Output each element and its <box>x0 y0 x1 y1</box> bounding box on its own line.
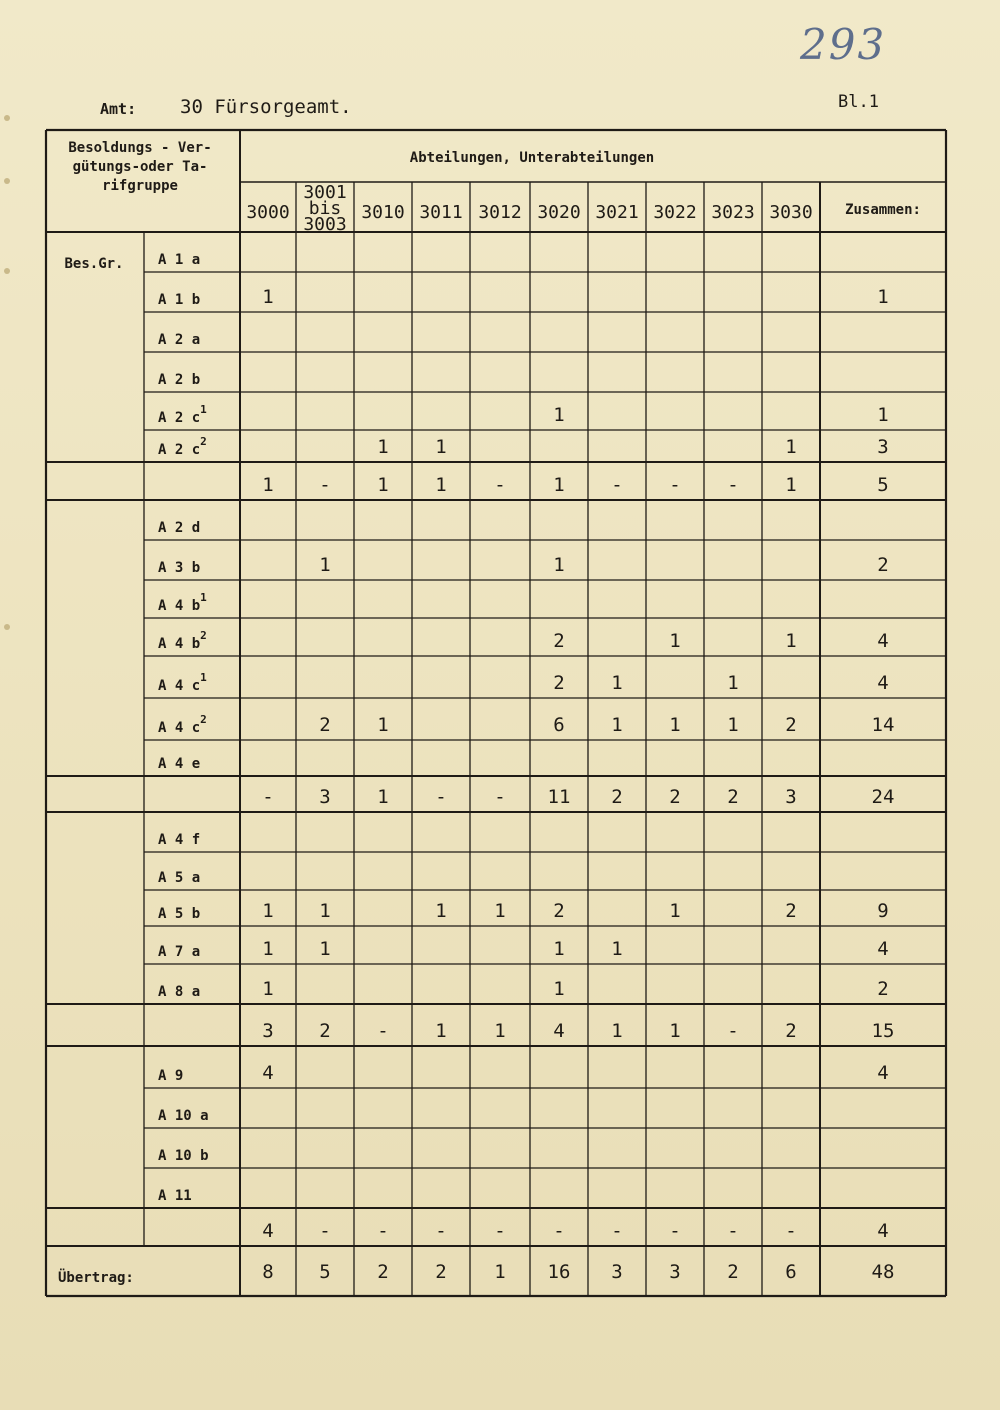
subtotal-cell: 2 <box>785 1020 797 1042</box>
column-header-part: bis <box>308 198 342 219</box>
table-cell: 1 <box>319 554 331 576</box>
table-cell: 1 <box>669 630 681 652</box>
column-header: 3022 <box>653 202 697 223</box>
table-cell: 2 <box>785 714 797 736</box>
table-cell: 14 <box>871 714 895 736</box>
table-cell: 2 <box>877 978 889 1000</box>
table-cell: 3 <box>877 436 889 458</box>
subtotal-cell: - <box>377 1020 389 1042</box>
subtotal-cell: 1 <box>669 1020 681 1042</box>
table-cell: 4 <box>262 1062 274 1084</box>
subtotal-cell: 11 <box>547 786 571 808</box>
subtotal-cell: - <box>553 1220 565 1242</box>
table-cell: 1 <box>262 900 274 922</box>
column-header: 3000 <box>246 202 290 223</box>
subtotal-cell: - <box>727 1220 739 1242</box>
table-cell: 9 <box>877 900 889 922</box>
subtotal-cell: - <box>319 474 331 496</box>
subtotal-cell: - <box>319 1220 331 1242</box>
table-cell: 1 <box>553 404 565 426</box>
table-cell: 4 <box>877 1062 889 1084</box>
table-cell: 1 <box>377 714 389 736</box>
subtotal-cell: 1 <box>262 474 274 496</box>
subtotal-cell: - <box>494 1220 506 1242</box>
table-cell: 1 <box>877 286 889 308</box>
grade-label: A 10 b <box>158 1148 209 1164</box>
grade-label: A 11 <box>158 1188 192 1204</box>
table-cell: 4 <box>877 672 889 694</box>
table-cell: 2 <box>553 630 565 652</box>
table-cell: 1 <box>553 938 565 960</box>
subtotal-cell: 5 <box>877 474 889 496</box>
table-cell: 1 <box>785 436 797 458</box>
subtotal-cell: 1 <box>494 1020 506 1042</box>
subtotal-cell: 4 <box>262 1220 274 1242</box>
table-cell: 4 <box>877 938 889 960</box>
grade-label: A 4 $c^2$ <box>158 713 207 736</box>
table-cell: 1 <box>611 938 623 960</box>
table-cell: 2 <box>785 900 797 922</box>
subtotal-cell: - <box>669 474 681 496</box>
table-cell: 1 <box>262 286 274 308</box>
carry-cell: 5 <box>319 1261 331 1283</box>
grade-label: A 5 b <box>158 906 201 922</box>
handwritten-number-text: 293 <box>800 20 887 69</box>
subtotal-cell: 2 <box>611 786 623 808</box>
column-header: 3012 <box>478 202 522 223</box>
grade-label: A 1 b <box>158 292 201 308</box>
grade-label: A 2 d <box>158 520 201 536</box>
column-header: 3011 <box>419 202 463 223</box>
table-cell: 1 <box>435 900 447 922</box>
subtotal-cell: - <box>727 474 739 496</box>
table-cell: 1 <box>553 554 565 576</box>
subtotal-cell: 1 <box>553 474 565 496</box>
carry-cell: 2 <box>377 1261 389 1283</box>
office-value: 30 Fürsorgeamt. <box>180 96 352 118</box>
grade-label: A 4 $b^2$ <box>158 629 207 652</box>
subtotal-cell: 1 <box>611 1020 623 1042</box>
subtotal-cell: 3 <box>785 786 797 808</box>
subtotal-cell: - <box>262 786 274 808</box>
grade-label: A 3 b <box>158 560 201 576</box>
grade-label: A 8 a <box>158 984 201 1000</box>
table-cell: 1 <box>494 900 506 922</box>
table-cell: 1 <box>727 672 739 694</box>
subtotal-cell: 3 <box>262 1020 274 1042</box>
group-title-line: Besoldungs - Ver- <box>68 140 212 156</box>
table-cell: 1 <box>669 714 681 736</box>
table-cell: 6 <box>553 714 565 736</box>
subtotal-cell: - <box>494 474 506 496</box>
column-header: 3021 <box>595 202 639 223</box>
grade-label: A 2 a <box>158 332 201 348</box>
carry-cell: 3 <box>611 1261 623 1283</box>
subtotal-cell: 2 <box>319 1020 331 1042</box>
table-cell: 1 <box>435 436 447 458</box>
carry-cell: 3 <box>669 1261 681 1283</box>
subtotal-cell: - <box>377 1220 389 1242</box>
table-cell: 2 <box>319 714 331 736</box>
carry-cell: 1 <box>494 1261 506 1283</box>
grade-label: A 7 a <box>158 944 201 960</box>
grade-label: A 5 a <box>158 870 201 886</box>
table-cell: 1 <box>727 714 739 736</box>
carry-cell: 2 <box>435 1261 447 1283</box>
column-header-part: 3001 <box>303 182 347 203</box>
group-prefix: Bes.Gr. <box>64 256 124 272</box>
grade-label: A 4 $c^1$ <box>158 671 207 694</box>
table-cell: 1 <box>785 630 797 652</box>
carry-cell: 48 <box>871 1261 895 1283</box>
subtotal-cell: 2 <box>669 786 681 808</box>
subtotal-cell: 1 <box>435 1020 447 1042</box>
grade-label: A 10 a <box>158 1108 209 1124</box>
subtotal-cell: 4 <box>877 1220 889 1242</box>
grade-superscript: 2 <box>200 629 207 642</box>
carry-label: Übertrag: <box>58 1270 134 1286</box>
table-cell: 4 <box>877 630 889 652</box>
subtotal-cell: - <box>611 474 623 496</box>
table-cell: 1 <box>319 900 331 922</box>
subtotal-cell: - <box>785 1220 797 1242</box>
carry-cell: 2 <box>727 1261 739 1283</box>
subtotal-cell: - <box>611 1220 623 1242</box>
subtotal-cell: - <box>435 786 447 808</box>
column-header: 3030 <box>769 202 813 223</box>
subtotal-cell: 1 <box>377 474 389 496</box>
subtotal-cell: 3 <box>319 786 331 808</box>
subtotal-cell: 15 <box>871 1020 895 1042</box>
table-cell: 1 <box>262 978 274 1000</box>
grade-label: A 2 $c^1$ <box>158 403 207 426</box>
grade-label: A 4 f <box>158 832 201 848</box>
subtotal-cell: 4 <box>553 1020 565 1042</box>
table-cell: 1 <box>877 404 889 426</box>
group-title-line: gütungs-oder Ta- <box>72 159 208 175</box>
subtotal-cell: - <box>435 1220 447 1242</box>
grade-superscript: 2 <box>200 435 207 448</box>
table-cell: 1 <box>319 938 331 960</box>
table-cell: 2 <box>553 672 565 694</box>
carry-cell: 6 <box>785 1261 797 1283</box>
subtotal-cell: 1 <box>785 474 797 496</box>
subtotal-cell: 24 <box>871 786 895 808</box>
table-cell: 1 <box>553 978 565 1000</box>
table-cell: 2 <box>553 900 565 922</box>
grade-superscript: 1 <box>200 591 207 604</box>
column-header: 3020 <box>537 202 581 223</box>
carry-cell: 8 <box>262 1261 274 1283</box>
grade-label: A 1 a <box>158 252 201 268</box>
table-cell: 2 <box>877 554 889 576</box>
grade-label: A 9 <box>158 1068 184 1084</box>
column-header: 3010 <box>361 202 405 223</box>
grade-label: A 2 $c^2$ <box>158 435 207 458</box>
table-cell: 1 <box>262 938 274 960</box>
table-cell: 1 <box>611 672 623 694</box>
subtotal-cell: - <box>727 1020 739 1042</box>
table-cell: 1 <box>377 436 389 458</box>
subtotal-cell: - <box>669 1220 681 1242</box>
grade-label: A 4 e <box>158 756 201 772</box>
subtotal-cell: - <box>494 786 506 808</box>
carry-cell: 16 <box>547 1261 571 1283</box>
column-header: 3023 <box>711 202 755 223</box>
group-title-line: rifgruppe <box>102 178 178 194</box>
column-header-part: 3003 <box>303 214 347 235</box>
subtotal-cell: 2 <box>727 786 739 808</box>
grade-superscript: 1 <box>200 403 207 416</box>
sheet-number: Bl.1 <box>838 92 879 112</box>
grade-superscript: 1 <box>200 671 207 684</box>
grade-label: A 2 b <box>158 372 201 388</box>
column-header-total: Zusammen: <box>845 202 921 218</box>
departments-title: Abteilungen, Unterabteilungen <box>409 150 655 166</box>
subtotal-cell: 1 <box>435 474 447 496</box>
table-cell: 1 <box>669 900 681 922</box>
grade-superscript: 2 <box>200 713 207 726</box>
office-label: Amt: <box>100 100 137 118</box>
subtotal-cell: 1 <box>377 786 389 808</box>
table-cell: 1 <box>611 714 623 736</box>
grade-label: A 4 $b^1$ <box>158 591 207 614</box>
